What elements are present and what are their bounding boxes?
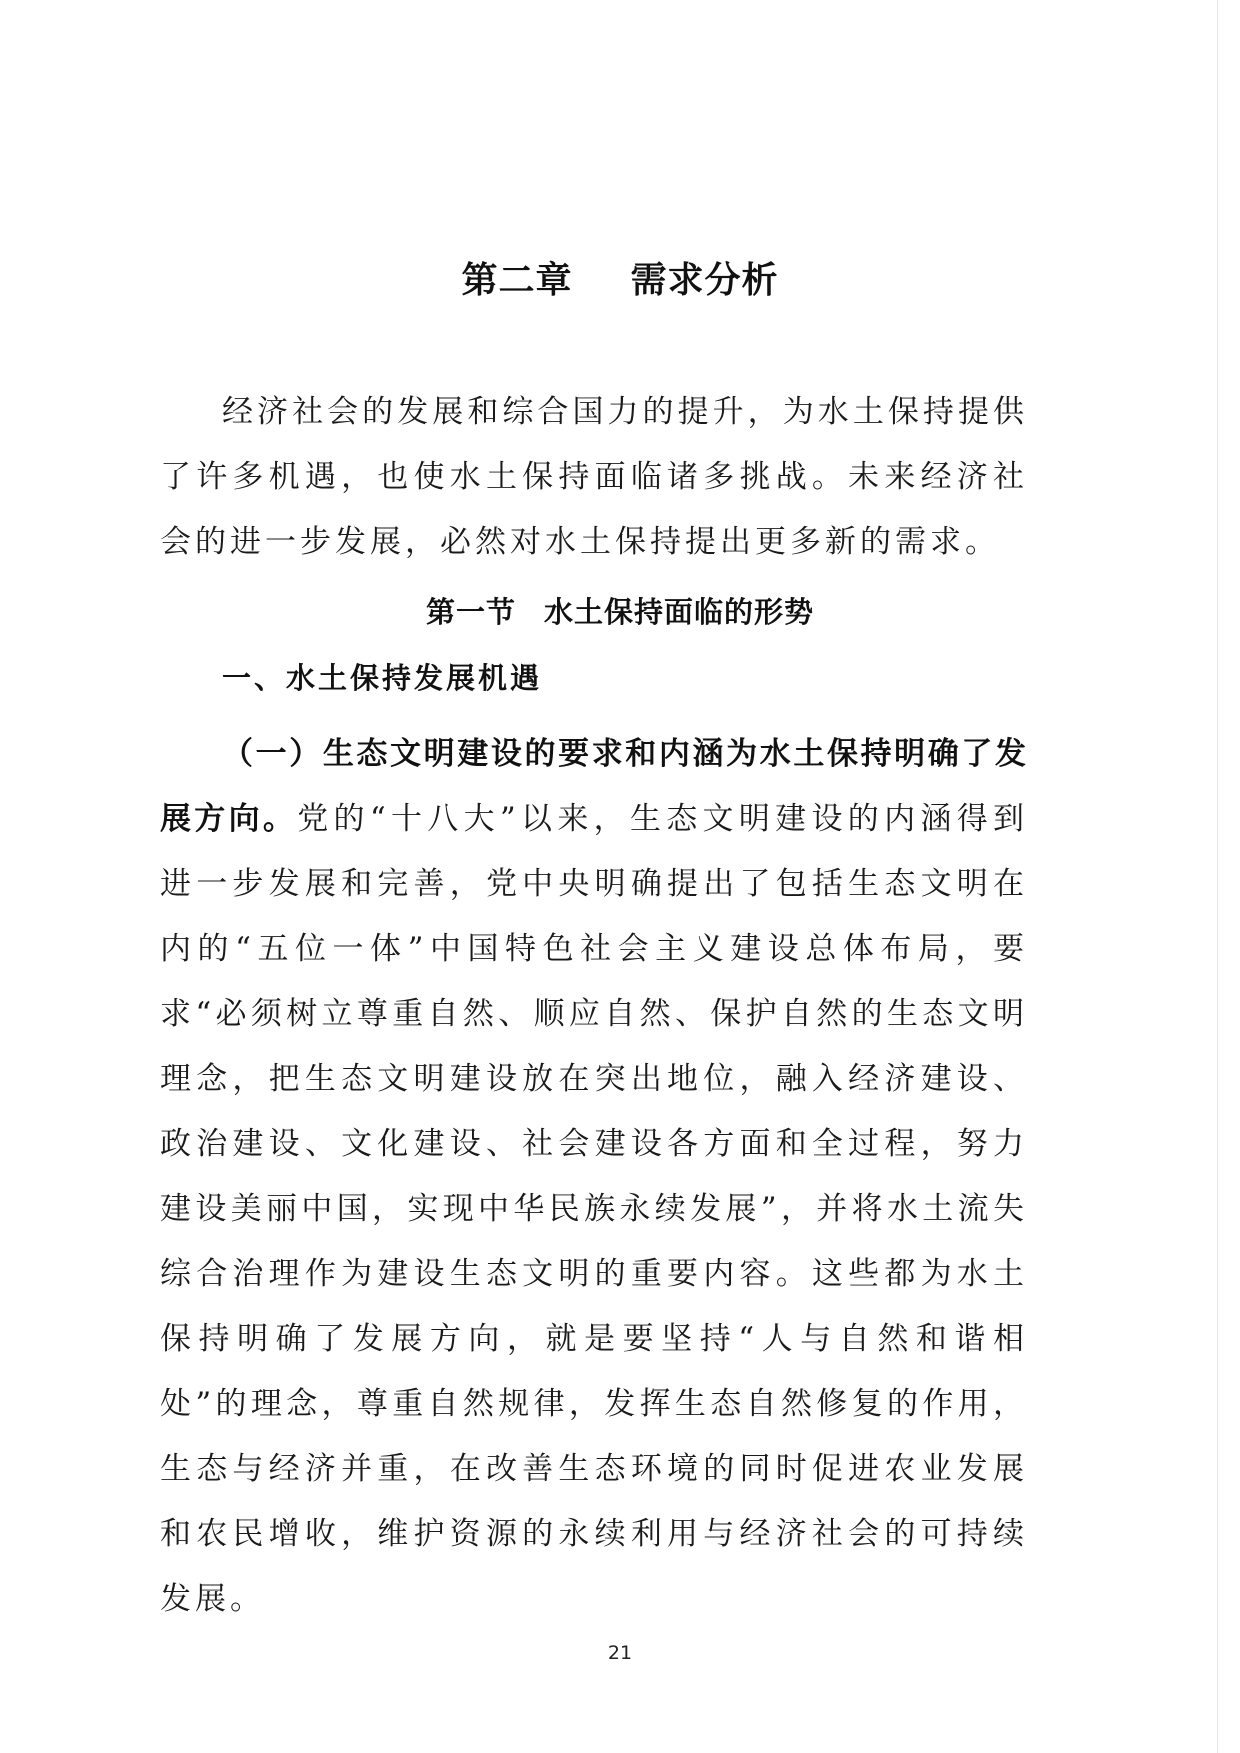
page-number: 21 — [607, 1642, 633, 1664]
point-one-lead: （一）生态文明建设的要求和内涵为水土保持明确了发展方向。 — [160, 736, 1028, 837]
subsection-heading: 一、水土保持发展机遇 — [222, 661, 543, 695]
point-one-block — [160, 722, 1028, 1632]
section-number: 第一节 — [425, 595, 516, 629]
intro-paragraph: 经济社会的发展和综合国力的提升，为水土保持提供了许多机遇，也使水土保持面临诸多挑战。未来经济社会的进一步发展，必然对水土保持提出更多新的需求。 — [160, 394, 1028, 560]
chapter-name: 需求分析 — [630, 260, 779, 301]
section-title — [0, 590, 1240, 631]
chapter-number: 第二章 — [461, 260, 573, 301]
point-one-body: 党的“十八大”以来，生态文明建设的内涵得到进一步发展和完善，党中央明确提出了包括生态文明在内的“五位一体”中国特色社会主义建设总体布局，要求“必须树立尊重自然、顺应自然、保护自然的生态文明理念，把生态文明建设放在突出地位，融入经济建设、政治建设、文化建设、社会建设各方面和全过程，努力建设美丽中国，实现中华民族永续发展”，并将水土流失综合治理作为建设生态文明的重要内容。这些都为水土保持明确了发展方向，就是要坚持“人与自然和谐相处”的理念，尊重自然规律，发挥生态自然修复的作用，生态与经济并重，在改善生态环境的同时促进农业发展和农民增收，维护资源的永续利用与经济社会的可持续发展。 — [160, 801, 1028, 1617]
chapter-title — [0, 252, 1240, 303]
section-name: 水土保持面临的形势 — [544, 595, 815, 629]
point-one-paragraph — [160, 722, 1028, 1632]
intro-block — [160, 380, 1028, 575]
